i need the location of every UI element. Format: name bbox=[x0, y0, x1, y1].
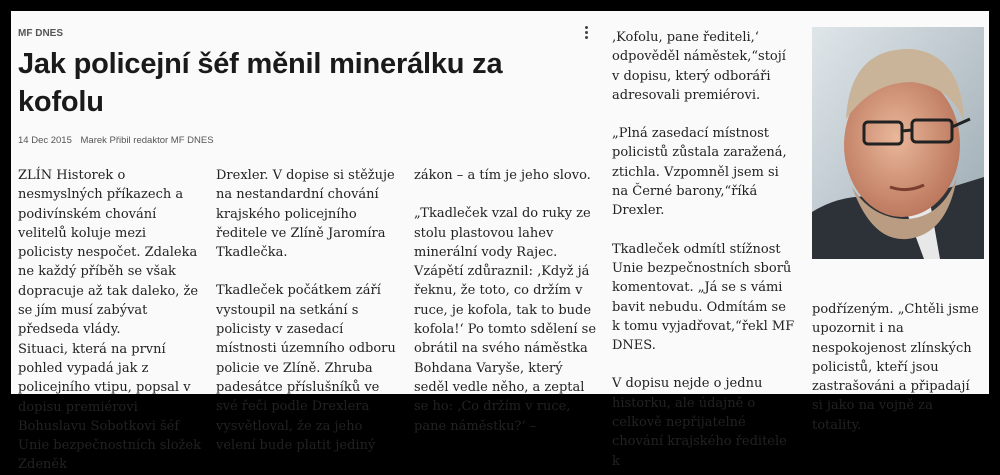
more-vertical-icon[interactable] bbox=[579, 25, 593, 41]
paragraph: ZLÍN Historek o nesmyslných příkazech a podivínském chování velitelů koluje mezi policisty nespočet. Zdaleka ne každý příběh se však dopracuje až tak daleko, že se jím musí zabývat předseda vlády. bbox=[18, 168, 199, 338]
article-author: Marek Přibil redaktor MF DNES bbox=[80, 135, 214, 146]
paragraph: Drexler. V dopise si stěžuje na nestandardní chování krajského policejního ředitele ve Zlíně Jaromíra Tkadlečka. bbox=[216, 168, 395, 261]
paragraph: „Plná zasedací místnost policistů zůstala zaražená, ztichla. Vzpomněl jsem si na Černé barony,“říká Drexler. bbox=[612, 126, 787, 219]
paragraph: ‚Kofolu, pane řediteli,‘ odpověděl náměstek,“stojí v dopisu, který odboráři adresovali premiérovi. bbox=[612, 30, 786, 103]
text-column-5 bbox=[812, 300, 984, 435]
text-column-2 bbox=[216, 166, 401, 455]
portrait-photo bbox=[812, 27, 984, 259]
paragraph: Tkadleček počátkem září vystoupil na setkání s policisty v zasedací místnosti územního odboru policie ve Zlíně. Zhruba padesátce příslušníků ve své řeči podle Drexlera vysvětloval, že za jeho velení bude platit jediný bbox=[216, 283, 396, 453]
source-label: MF DNES bbox=[18, 28, 63, 39]
paragraph: Situaci, která na první pohled vypadá jak z policejního vtipu, popsal v dopisu premiérovi Bohuslavu Sobotkovi šéf Unie bezpečnostních složek Zdeněk bbox=[18, 341, 201, 473]
byline bbox=[18, 135, 220, 146]
paragraph: Tkadleček odmítl stížnost Unie bezpečnostních sborů komentovat. „Já se s vámi bavit nebudu. Odmítám se k tomu vyjadřovat,“řekl MF DNES. bbox=[612, 241, 795, 354]
portrait-illustration bbox=[812, 27, 984, 259]
article-date: 14 Dec 2015 bbox=[18, 135, 72, 146]
paragraph: zákon – a tím je jeho slovo. bbox=[414, 168, 591, 183]
paragraph: V dopisu nejde o jednu historku, ale údajně o celkově nepřijatelné chování krajského ředitele k bbox=[612, 376, 787, 469]
text-column-1 bbox=[18, 166, 203, 475]
headline: Jak policejní šéf měnil minerálku za kofolu bbox=[18, 48, 503, 118]
paragraph: „Tkadleček vzal do ruky ze stolu plastovou lahev minerální vody Rajec. Vzápětí zdůraznil: ‚Když já řeknu, že toto, co držím v ruce, je kofola, tak to bude kofola!‘ Po tomto sdělení se obrátil na svého náměstka Bohdana Varyše, který seděl vedle něho, a zeptal se ho: ‚Co držím v ruce, pane náměstku?‘ – bbox=[414, 206, 597, 434]
text-column-4 bbox=[612, 28, 797, 471]
article-page bbox=[11, 11, 989, 473]
paragraph: podřízeným. „Chtěli jsme upozornit i na nespokojenost zlínských policistů, kteří jsou zastrašováni a připadají si jako na vojně za totality. bbox=[812, 302, 979, 433]
text-column-3 bbox=[414, 166, 599, 436]
